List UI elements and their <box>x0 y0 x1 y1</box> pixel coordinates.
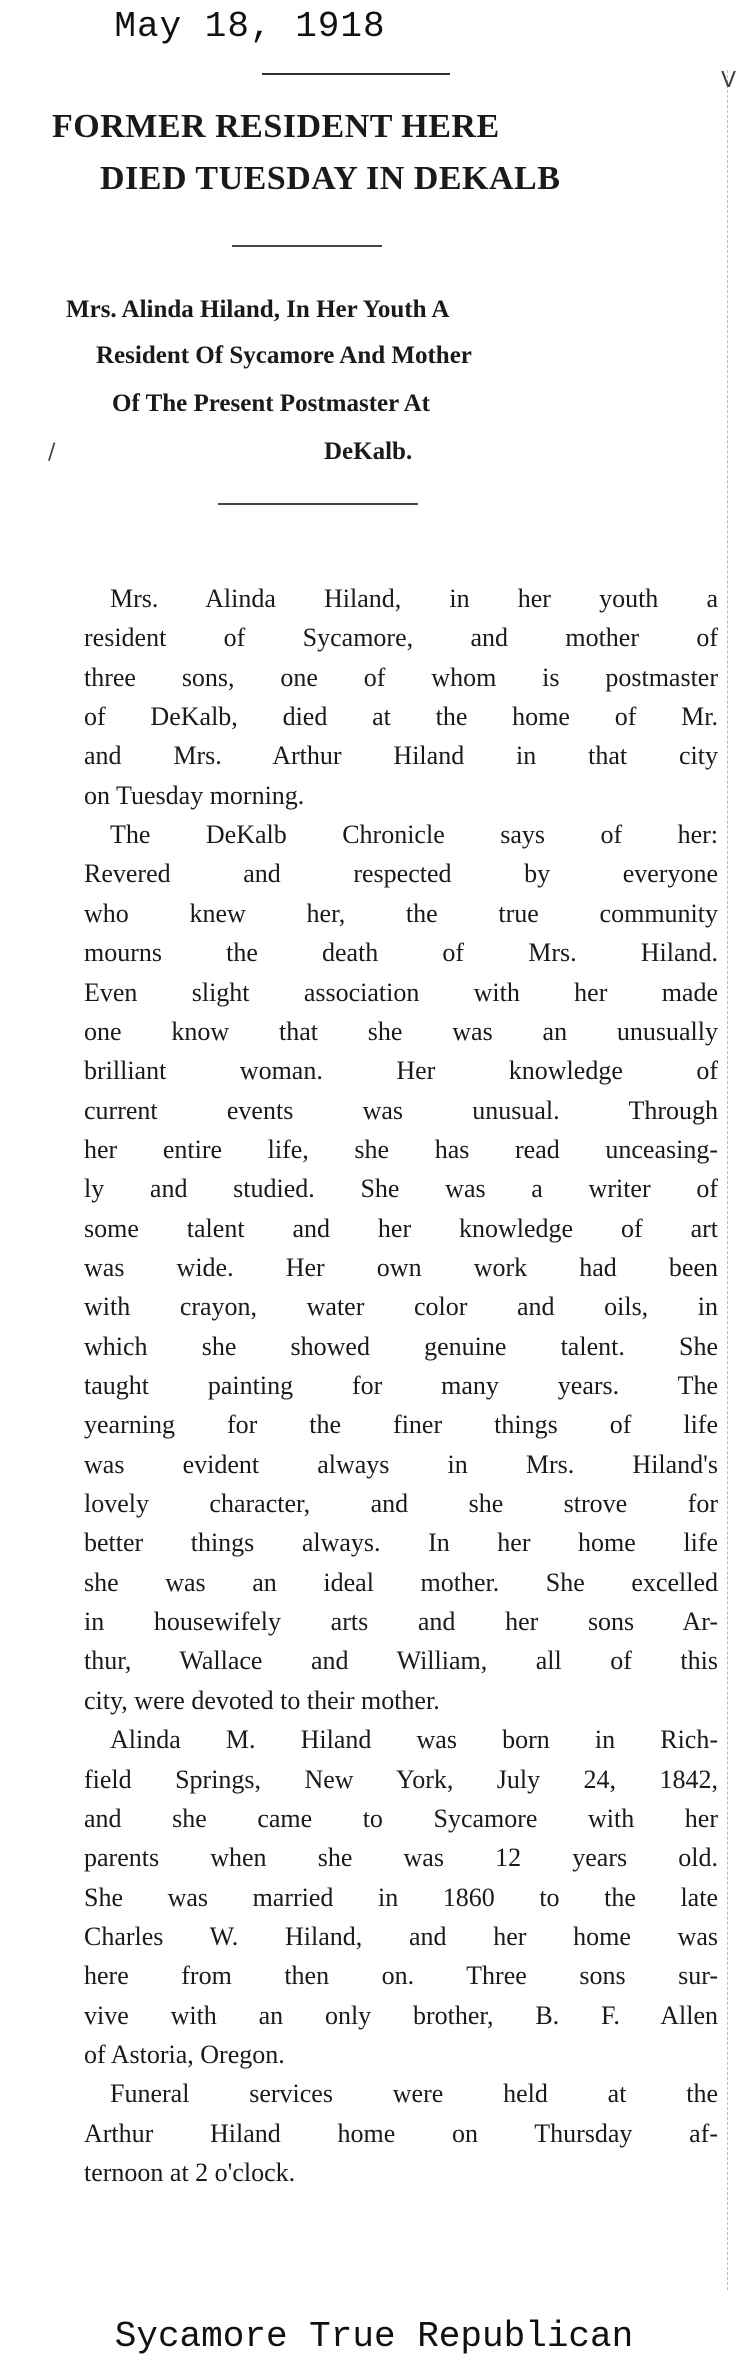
article-line: city, were devoted to their mother. <box>84 1685 440 1715</box>
article-line: brilliant woman. Her knowledge of <box>84 1056 718 1086</box>
margin-mark: ᐯ <box>721 68 737 93</box>
article-line: ternoon at 2 o'clock. <box>84 2158 296 2187</box>
article-line: and she came to Sycamore with her <box>84 1803 718 1833</box>
article-line: some talent and her knowledge of art <box>84 1213 718 1243</box>
divider-rule <box>232 245 382 247</box>
date-stamp: May 18, 1918 <box>114 6 386 47</box>
article-line: better things always. In her home life <box>84 1528 718 1558</box>
article-line: ly and studied. She was a writer of <box>84 1174 718 1204</box>
article-line: Arthur Hiland home on Thursday af- <box>84 2118 718 2148</box>
article-line: Even slight association with her made <box>84 977 718 1007</box>
article-line: Alinda M. Hiland was born in Rich- <box>110 1725 718 1755</box>
article-line: in housewifely arts and her sons Ar- <box>84 1607 718 1637</box>
article-line: who knew her, the true community <box>84 898 718 928</box>
article-line: and Mrs. Arthur Hiland in that city <box>84 741 718 771</box>
article-line: on Tuesday morning. <box>84 780 305 810</box>
article-line: one know that she was an unusually <box>84 1016 718 1046</box>
subheadline-line-4: DeKalb. <box>324 438 413 465</box>
article-line: was wide. Her own work had been <box>84 1252 718 1282</box>
subheadline-line-2: Resident Of Sycamore And Mother <box>96 342 472 369</box>
divider-rule <box>218 503 418 505</box>
article-line: was evident always in Mrs. Hiland's <box>84 1449 718 1479</box>
article-line: thur, Wallace and William, all of this <box>84 1646 718 1676</box>
article-line: Charles W. Hiland, and her home was <box>84 1921 718 1951</box>
article-line: current events was unusual. Through <box>84 1095 718 1125</box>
headline-line-1: FORMER RESIDENT HERE <box>52 108 500 145</box>
article-line: taught painting for many years. The <box>84 1371 718 1400</box>
article-line: resident of Sycamore, and mother of <box>84 623 718 653</box>
article-line: three sons, one of whom is postmaster <box>84 662 718 692</box>
article-line: vive with an only brother, B. F. Allen <box>84 2000 718 2030</box>
subheadline-line-1: Mrs. Alinda Hiland, In Her Youth A <box>66 296 450 323</box>
article-line: here from then on. Three sons sur- <box>84 1961 718 1991</box>
article-line: parents when she was 12 years old. <box>84 1843 718 1873</box>
source-credit: Sycamore True Republican <box>114 2316 634 2357</box>
subheadline-line-3: Of The Present Postmaster At <box>112 390 431 417</box>
article-line: Revered and respected by everyone <box>84 859 718 889</box>
margin-mark: / <box>48 440 56 465</box>
article-line: yearning for the finer things of life <box>84 1410 718 1440</box>
article-line: She was married in 1860 to the late <box>84 1882 718 1912</box>
headline-line-2: DIED TUESDAY IN DEKALB <box>100 160 561 197</box>
article-line: The DeKalb Chronicle says of her: <box>110 820 718 850</box>
article-line: her entire life, she has read unceasing- <box>84 1134 718 1164</box>
article-line: Funeral services were held at the <box>110 2079 718 2109</box>
divider-rule <box>262 73 450 75</box>
article-line: field Springs, New York, July 24, 1842, <box>84 1764 718 1794</box>
article-line: which she showed genuine talent. She <box>84 1331 718 1361</box>
article-line: she was an ideal mother. She excelled <box>84 1567 718 1597</box>
article-line: of DeKalb, died at the home of Mr. <box>84 702 718 732</box>
article-line: with crayon, water color and oils, in <box>84 1292 718 1322</box>
column-edge <box>727 70 728 2290</box>
article-line: of Astoria, Oregon. <box>84 2039 285 2069</box>
article-line: lovely character, and she strove for <box>84 1489 718 1519</box>
article-line: mourns the death of Mrs. Hiland. <box>84 938 718 968</box>
article-line: Mrs. Alinda Hiland, in her youth a <box>110 584 718 613</box>
